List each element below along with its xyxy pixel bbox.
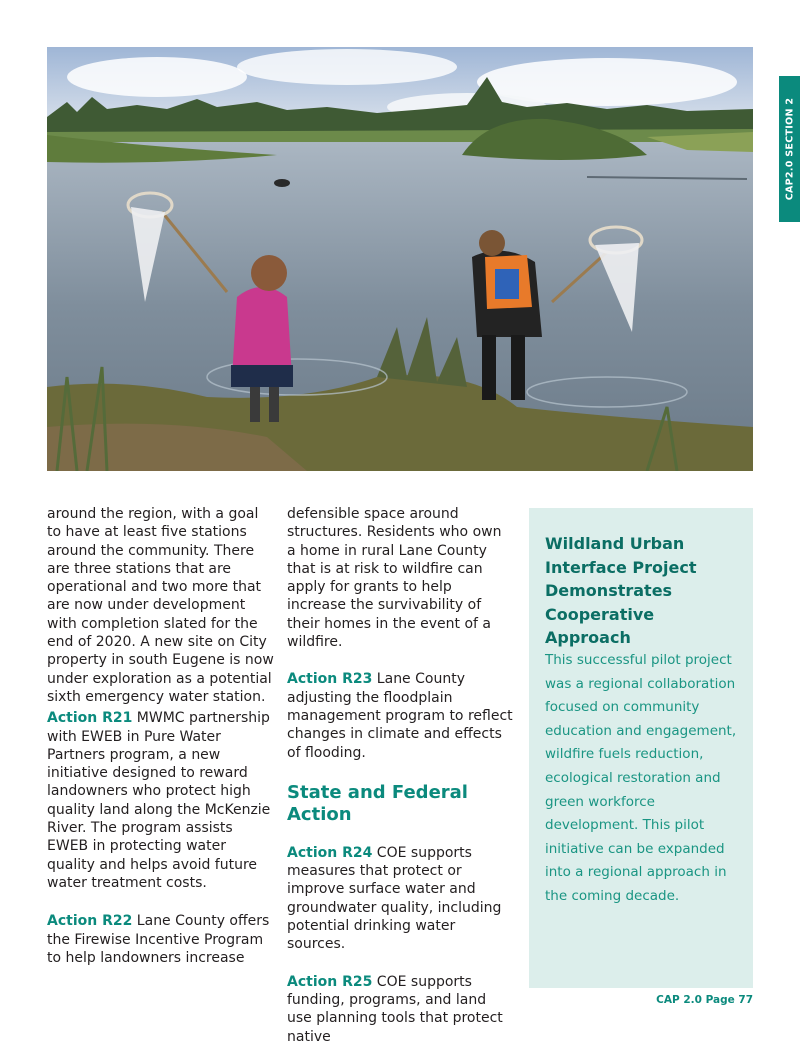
sidebar-title: Wildland Urban Interface Project Demonstrates Cooperative Approach	[545, 534, 697, 647]
pond-photo	[47, 47, 753, 471]
action-r23	[287, 670, 513, 761]
page-footer: CAP 2.0 Page 77	[656, 994, 753, 1006]
action-r22-label: Action R22	[47, 913, 133, 930]
action-r22-text: Lane County offers the Firewise Incentive Program to help landowners increase	[47, 913, 270, 966]
sidebar-body: This successful pilot project was a regional collaboration focused on community education and engagement, wildfire fuels reduction, ecological restoration and green workforce development. This pilot initiative can be expanded into a regional approach in the coming decade.	[545, 652, 737, 904]
column-2-intro: defensible space around structures. Residents who own a home in rural Lane County that is at risk to wildfire can apply for grants to help increase the survivability of their homes in the event of a wildfire.	[287, 506, 502, 651]
action-r23-label: Action R23	[287, 671, 373, 688]
action-r23-text: Lane County adjusting the floodplain management program to reflect changes in climate and effects of flooding.	[287, 671, 513, 761]
column-1-intro: around the region, with a goal to have at least five stations around the community. There are three stations that are operational and two more that are now under development with completion slated for the end of 2020. A new site on City property in south Eugene is now under exploration as a potential sixth emergency water station.	[47, 506, 274, 705]
action-r25-label: Action R25	[287, 973, 373, 990]
action-r21-text: MWMC partnership with EWEB in Pure Water Partners program, a new initiative designed to reward landowners who protect high quality land along the McKenzie River. The program assists EWEB in protecting water quality and helps avoid future water treatment costs.	[47, 710, 271, 891]
action-r24	[287, 844, 513, 954]
action-r25-text: COE supports funding, programs, and land use planning tools that protect native	[287, 973, 503, 1045]
action-r22	[47, 912, 275, 967]
action-r24-text: COE supports measures that protect or improve surface water and groundwater quality, including potential drinking water sources.	[287, 844, 502, 953]
column-2	[287, 505, 513, 1046]
action-r24-label: Action R24	[287, 844, 373, 861]
children-dip-netting-illustration	[47, 47, 753, 471]
section-tab	[779, 76, 800, 222]
action-r21	[47, 709, 275, 892]
column-1	[47, 505, 275, 967]
section-tab-label: CAP2.0 SECTION 2	[784, 97, 795, 201]
state-federal-heading: State and Federal Action	[287, 781, 468, 825]
sidebar-box	[529, 508, 753, 988]
action-r21-label: Action R21	[47, 710, 133, 727]
